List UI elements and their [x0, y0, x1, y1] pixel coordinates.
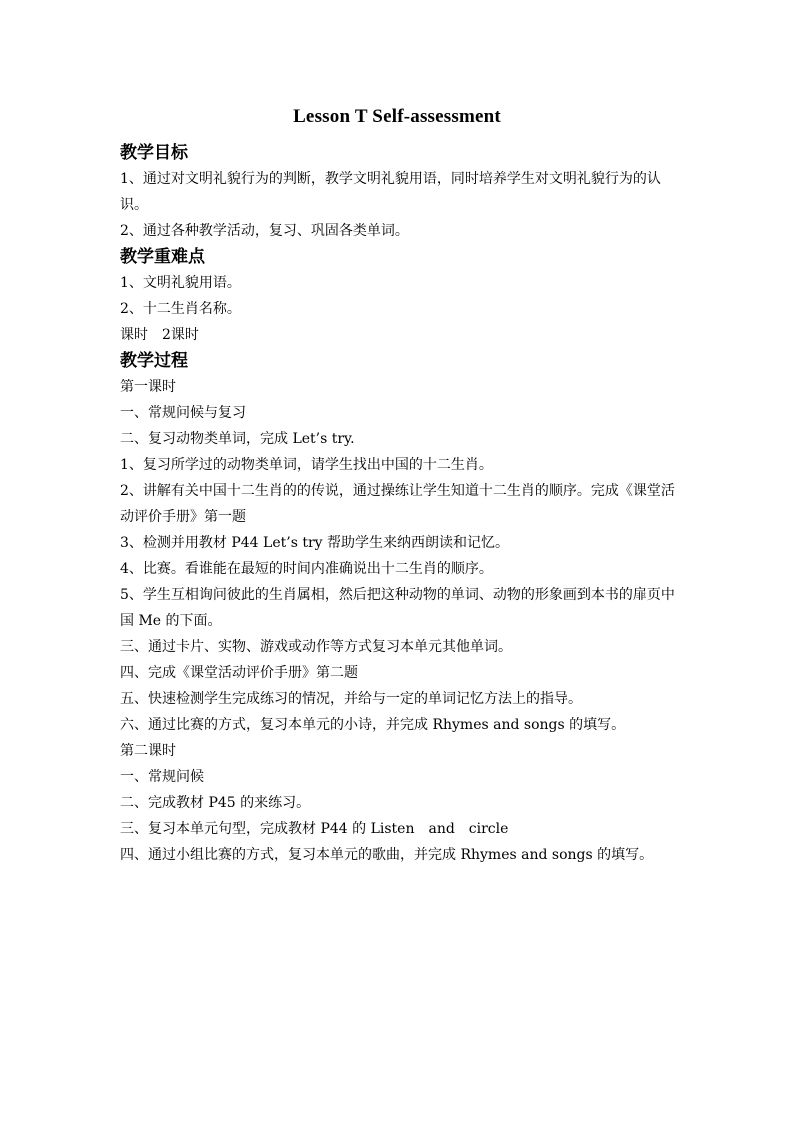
lesson-2-item: 四、通过小组比赛的方式，复习本单元的歌曲，并完成 Rhymes and songs 的填写。	[120, 847, 654, 863]
section-heading-process: 教学过程	[120, 351, 188, 371]
periods-line: 课时 2课时	[120, 327, 199, 343]
lesson-2-item: 二、完成教材 P45 的来练习。	[120, 795, 311, 811]
lesson-1-item: 3、检测并用教材 P44 Let’s try 帮助学生来纳西朗读和记忆。	[120, 535, 510, 551]
lesson-1-item: 4、比赛。看谁能在最短的时间内准确说出十二生肖的顺序。	[120, 561, 493, 577]
objective-item: 1、通过对文明礼貌行为的判断，教学文明礼貌用语，同时培养学生对文明礼貌行为的认识。	[120, 171, 661, 213]
document-title: Lesson T Self-assessment	[293, 106, 501, 127]
lesson-2-item: 三、复习本单元句型，完成教材 P44 的 Listen and circle	[120, 821, 509, 837]
lesson-1-item: 2、讲解有关中国十二生肖的的传说，通过操练让学生知道十二生肖的顺序。完成《课堂活动评价手册》第一题	[120, 483, 675, 525]
lesson-1-item: 二、复习动物类单词，完成 Let’s try.	[120, 431, 355, 447]
section-heading-key-points: 教学重难点	[120, 247, 205, 267]
lesson-2-item: 一、常规问候	[120, 769, 204, 785]
key-point-item: 1、文明礼貌用语。	[120, 275, 241, 291]
lesson-2-label: 第二课时	[120, 743, 176, 759]
lesson-1-item: 三、通过卡片、实物、游戏或动作等方式复习本单元其他单词。	[120, 639, 512, 655]
objective-item: 2、通过各种教学活动，复习、巩固各类单词。	[120, 223, 409, 239]
lesson-1-item: 5、学生互相询问彼此的生肖属相，然后把这种动物的单词、动物的形象画到本书的扉页中国 Me 的下面。	[120, 587, 675, 629]
lesson-1-item: 1、复习所学过的动物类单词，请学生找出中国的十二生肖。	[120, 457, 493, 473]
key-point-item: 2、十二生肖名称。	[120, 301, 241, 317]
lesson-1-item: 四、完成《课堂活动评价手册》第二题	[120, 665, 358, 681]
section-heading-objectives: 教学目标	[120, 143, 188, 163]
lesson-1-item: 五、快速检测学生完成练习的情况，并给与一定的单词记忆方法上的指导。	[120, 691, 582, 707]
document-body	[120, 140, 680, 868]
lesson-1-item: 六、通过比赛的方式，复习本单元的小诗，并完成 Rhymes and songs 的填写。	[120, 717, 626, 733]
lesson-1-item: 一、常规问候与复习	[120, 405, 246, 421]
lesson-1-label: 第一课时	[120, 379, 176, 395]
